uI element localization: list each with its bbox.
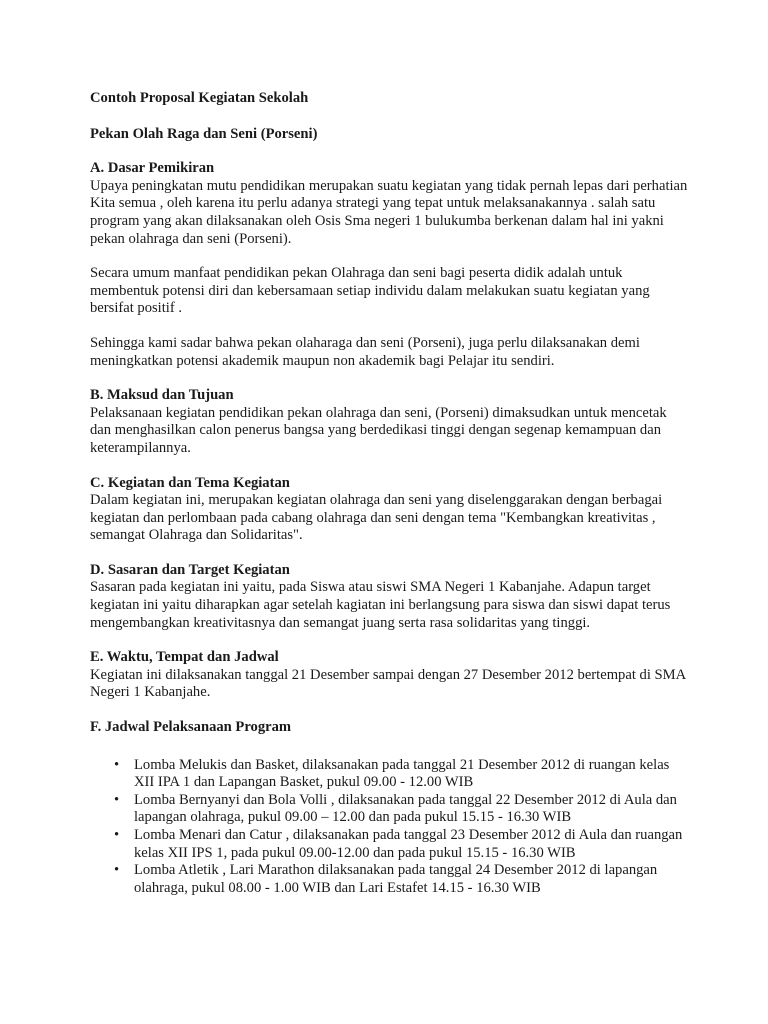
- section-kegiatan-tema: [90, 475, 690, 545]
- list-item-text: Lomba Atletik , Lari Marathon dilaksanakan pada tanggal 24 Desember 2012 di lapangan olahraga, pukul 08.00 - 1.00 WIB dan Lari Estafet 14.15 - 16.30 WIB: [134, 862, 658, 896]
- list-item: [114, 756, 690, 792]
- section-heading: C. Kegiatan dan Tema Kegiatan: [90, 474, 290, 491]
- paragraph: Sehingga kami sadar bahwa pekan olaharaga dan seni (Porseni), juga perlu dilaksanakan demi meningkatkan potensi akademik maupun non akademik bagi Pelajar itu sendiri.: [90, 334, 640, 369]
- section-heading: D. Sasaran dan Target Kegiatan: [90, 561, 290, 578]
- list-item: [114, 862, 690, 897]
- section-heading: B. Maksud dan Tujuan: [90, 387, 234, 404]
- paragraph: Sasaran pada kegiatan ini yaitu, pada Siswa atau siswi SMA Negeri 1 Kabanjahe. Adapun target kegiatan ini yaitu diharapkan agar setelah kagiatan ini berlangsung para siswa dan siswi dapat terus mengembangkan kreativitasnya dan semangat juang serta rasa solidaritas yang tinggi.: [90, 579, 671, 631]
- paragraph: Pelaksanaan kegiatan pendidikan pekan olahraga dan seni, (Porseni) dimaksudkan untuk mencetak dan menghasilkan calon penerus bangsa yang berdedikasi tinggi dengan segenap kemampuan dan keterampilannya.: [90, 404, 667, 456]
- bullet-icon: •: [114, 756, 120, 773]
- document-page: [90, 90, 690, 914]
- section-waktu-tempat: [90, 649, 690, 702]
- section-heading: E. Waktu, Tempat dan Jadwal: [90, 649, 279, 666]
- paragraph: Upaya peningkatan mutu pendidikan merupakan suatu kegiatan yang tidak pernah lepas dari perhatian Kita semua , oleh karena itu perlu adanya strategi yang tepat untuk melaksanakannya . salah satu program yang akan dilaksanakan oleh Osis Sma negeri 1 bulukumba berkenan dalam hal ini yakni pekan olahraga dan seni (Porseni).: [90, 177, 688, 247]
- paragraph: Secara umum manfaat pendidikan pekan Olahraga dan seni bagi peserta didik adalah untuk membentuk potensi diri dan kebersamaan setiap individu dalam melakukan suatu kegiatan yang bersifat positif .: [90, 265, 650, 317]
- section-heading: F. Jadwal Pelaksanaan Program: [90, 719, 292, 736]
- bullet-icon: •: [114, 862, 120, 879]
- document-title: Contoh Proposal Kegiatan Sekolah: [90, 90, 309, 106]
- section-maksud-tujuan: [90, 387, 690, 457]
- document-subtitle: Pekan Olah Raga dan Seni (Porseni): [90, 125, 318, 142]
- paragraph: Dalam kegiatan ini, merupakan kegiatan olahraga dan seni yang diselenggarakan dengan berbagai kegiatan dan perlombaan pada cabang olahraga dan seni dengan tema "Kembangkan kreativitas , semangat Olahraga dan Solidaritas".: [90, 492, 663, 544]
- list-item-text: Lomba Menari dan Catur , dilaksanakan pada tanggal 23 Desember 2012 di Aula dan ruangan kelas XII IPS 1, pada pukul 09.00-12.00 dan pada pukul 15.15 - 16.30 WIB: [134, 827, 683, 861]
- bullet-icon: •: [114, 827, 120, 843]
- bullet-icon: •: [114, 791, 120, 808]
- paragraph: Kegiatan ini dilaksanakan tanggal 21 Desember sampai dengan 27 Desember 2012 bertempat di SMA Negeri 1 Kabanjahe.: [90, 666, 686, 701]
- section-jadwal-program: [90, 719, 690, 897]
- list-item: [114, 791, 690, 827]
- list-item: [114, 827, 690, 862]
- section-heading: A. Dasar Pemikiran: [90, 160, 215, 177]
- program-list: [90, 757, 690, 898]
- section-sasaran-target: [90, 562, 690, 632]
- section-dasar-pemikiran: [90, 160, 690, 370]
- list-item-text: Lomba Melukis dan Basket, dilaksanakan pada tanggal 21 Desember 2012 di ruangan kelas XII IPA 1 dan Lapangan Basket, pukul 09.00 - 12.00 WIB: [134, 756, 670, 791]
- list-item-text: Lomba Bernyanyi dan Bola Volli , dilaksanakan pada tanggal 22 Desember 2012 di Aula dan lapangan olahraga, pukul 09.00 – 12.00 dan pada pukul 15.15 - 16.30 WIB: [134, 791, 677, 826]
